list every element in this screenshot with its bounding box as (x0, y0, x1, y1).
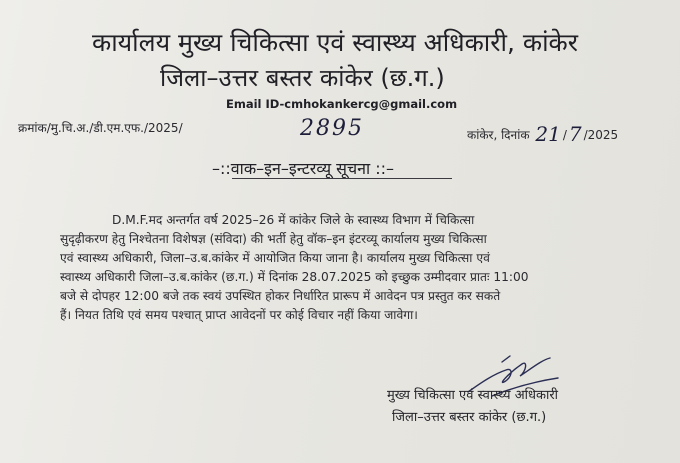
office-title: कार्यालय मुख्य चिकित्सा एवं स्वास्थ्य अधिकारी, कांकेर (92, 28, 578, 57)
office-district: जिला–उत्तर बस्तर कांकेर (छ.ग.) (160, 64, 445, 92)
notice-title: –::वाक–इन–इन्टरव्यू सूचना ::– (212, 159, 395, 178)
date-year: 2025 (587, 128, 619, 142)
issue-date: कांकेर, दिनांक 21 / 7 /2025 (467, 122, 619, 146)
body-line: हैं। नियत तिथि एवं समय पश्चात् प्राप्त आवेदनों पर कोई विचार नहीं किया जावेगा। (60, 308, 418, 322)
reference-prefix: क्रमांक/मु.चि.अ./डी.एम.एफ./2025/ (18, 121, 183, 135)
body-line: सुदृढ़ीकरण हेतु निश्चेतना विशेषज्ञ (संविदा) की भर्ती हेतु वॉक–इन इंटरव्यू कार्यालय मुख्य चिकित्सा (60, 232, 487, 246)
body-line: एवं स्वास्थ्य अधिकारी, जिला–उ.ब.कांकेर में आयोजित किया जाना है। कार्यालय मुख्य चिकित्सा एवं (60, 251, 490, 265)
date-prefix: कांकेर, दिनांक (467, 128, 530, 142)
body-line: बजे से दोपहर 12:00 बजे तक स्वयं उपस्थित होकर निर्धारित प्रारूप में आवेदन पत्र प्रस्तुत कर सकते (60, 289, 501, 303)
body-line: D.M.F.मद अन्तर्गत वर्ष 2025–26 में कांकेर जिले के स्वास्थ्य विभाग में चिकित्सा (112, 213, 475, 227)
signatory-designation: मुख्य चिकित्सा एवं स्वास्थ्य अधिकारी (387, 388, 559, 403)
body-line: स्वास्थ्य अधिकारी जिला–उ.ब.कांकेर (छ.ग.) में दिनांक 28.07.2025 को इच्छुक उम्मीदवार प्रातः 11:00 (60, 270, 529, 284)
date-day: 21 (535, 122, 561, 146)
office-email: Email ID-cmhokankercg@gmail.com (226, 97, 458, 111)
notice-body (60, 211, 665, 325)
signatory-location: जिला–उत्तर बस्तर कांकेर (छ.ग.) (392, 410, 547, 425)
title-underline (232, 178, 452, 179)
reference-number: 2895 (300, 116, 364, 141)
date-month: 7 (568, 122, 582, 146)
